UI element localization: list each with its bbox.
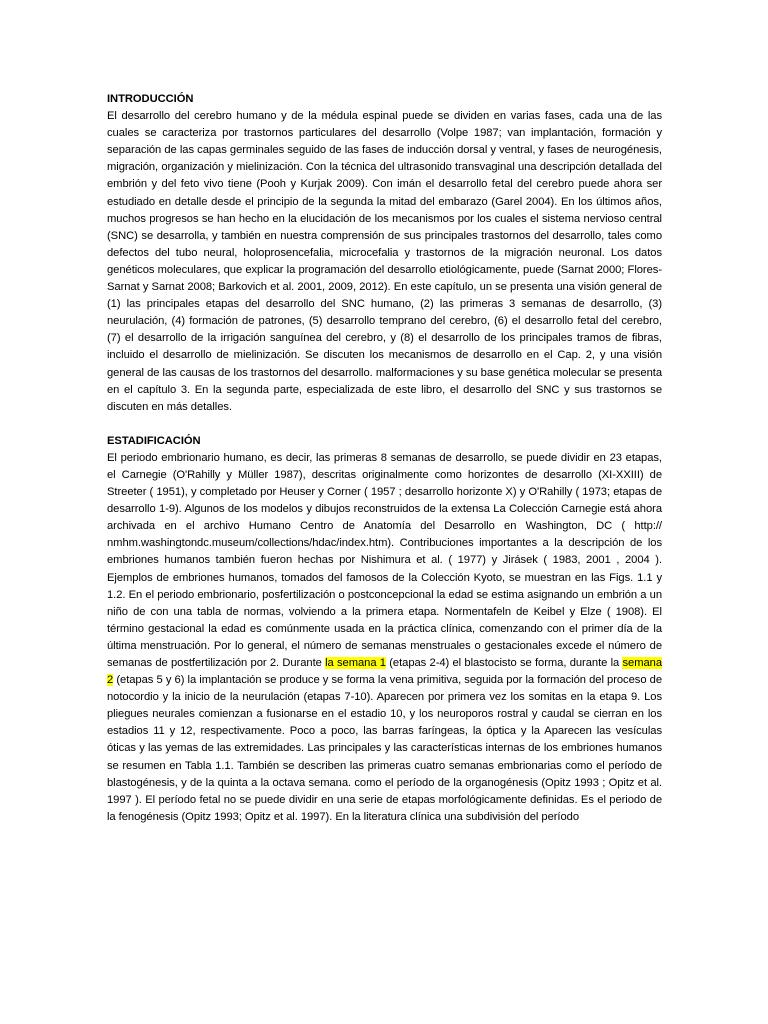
paragraph-estadificacion bbox=[107, 450, 662, 826]
text-run: El periodo embrionario humano, es decir, las primeras 8 semanas de desarrollo, se puede dividir en 23 etapas, el Carnegie (O'Rahilly y Müller 1987), descritas originalmente como horizontes de desarrollo (XI-XXIII) de Streeter ( 1951), y completado por Heuser y Corner ( 1957 ; desarrollo horizonte X) y O'Rahilly ( 1973; etapas de desarrollo 1-9). Algunos de los modelos y dibujos reconstruidos de la extensa La Colección Carnegie está ahora archivada en el archivo Humano Centro de Anatomía del Desarrollo en Washington, DC ( http:// nmhm.washingtondc.museum/collections/hdac/index.htm). Contribuciones importantes a la descripción de los embriones humanos también fueron hechas por Nishimura et al. ( 1977) y Jirásek ( 1983, 2001 , 2004 ). Ejemplos de embriones humanos, tomados del famosos de la Colección Kyoto, se muestran en las Figs. 1.1 y 1.2. En el periodo embrionario, posfertilización o postconcepcional la edad se estima asignando un embrión a un niño de con una tabla de normas, volviendo a la primera etapa. Normentafeln de Keibel y Elze ( 1908). El término gestacional la edad es comúnmente usada en la práctica clínica, comenzando con el primer día de la última menstruación. Por lo general, el número de semanas menstruales o gestacionales excede el número de semanas de postfertilización por 2. Durante bbox=[107, 451, 662, 669]
highlight-semana-1: la semana 1 bbox=[325, 657, 386, 669]
paragraph-gap bbox=[107, 416, 662, 433]
section-heading-introduccion: INTRODUCCIÓN bbox=[107, 93, 194, 105]
section-heading-estadificacion: ESTADIFICACIÓN bbox=[107, 434, 201, 447]
text-run: (etapas 2-4) el blastocisto se forma, durante la bbox=[385, 657, 623, 669]
text-run: (etapas 5 y 6) la implantación se produce y se forma la vena primitiva, seguida por la formación del proceso de notocordio y la inicio de la neurulación (etapas 7-10). Aparecen por primera vez los somitas en la etapa 9. Los pliegues neurales comienzan a fusionarse en el estadio 10, y los neuroporos rostral y caudal se cierran en los estadios 11 y 12, respectivamente. Poco a poco, las barras faríngeas, la óptica y la Aparecen las vesículas óticas y las yemas de las extremidades. Las principales y las características internas de los embriones humanos se resumen en Tabla 1.1. También se describen las primeras cuatro semanas embrionarias como el período de blastogénesis, y de la quinta a la octava semana. como el período de la organogénesis (Opitz 1993 ; Opitz et al. 1997 ). El período fetal no se puede dividir en una serie de etapas morfológicamente definidas. Es el periodo de la fenogénesis (Opitz 1993; Opitz et al. 1997). En la literatura clínica una subdivisión del período bbox=[107, 674, 662, 823]
highlight-semana-2: semana 2 bbox=[107, 657, 662, 687]
paragraph-introduccion: El desarrollo del cerebro humano y de la médula espinal puede se dividen en varias fases, cada una de las cuales se caracteriza por trastornos particulares del desarrollo (Volpe 1987; van implantación, formación y separación de las capas germinales seguido de las fases de inducción dorsal y ventral, y fases de neurogénesis, migración, organización y mielinización. Con la técnica del ultrasonido transvaginal una descripción detallada del embrión y del feto vivo tiene (Pooh y Kurjak 2009). Con imán el desarrollo fetal del cerebro puede ahora ser estudiado en detalle desde el principio de la segunda la mitad del embarazo (Garel 2004). En los últimos años, muchos progresos se han hecho en la elucidación de los mecanismos por los cuales el sistema nervioso central (SNC) se desarrolla, y también en nuestra comprensión de sus principales trastornos del desarrollo, tales como defectos del tubo neural, holoprosencefalia, microcefalia y trastornos de la migración neuronal. Los datos genéticos moleculares, que explicar la programación del desarrollo etiológicamente, puede (Sarnat 2000; Flores-Sarnat y Sarnat 2008; Barkovich et al. 2001, 2009, 2012). En este capítulo, un se presenta una visión general de (1) las principales etapas del desarrollo del SNC humano, (2) las primeras 3 semanas de desarrollo, (3) neurulación, (4) formación de patrones, (5) desarrollo temprano del cerebro, (6) el desarrollo fetal del cerebro, (7) el desarrollo de la irrigación sanguínea del cerebro, y (8) el desarrollo de los principales tramos de fibras, incluido el desarrollo de mielinización. Se discuten los mecanismos de desarrollo en el Cap. 2, y una visión general de las causas de los trastornos del desarrollo. malformaciones y su base genética molecular se presenta en el capítulo 3. En la segunda parte, especializada de este libro, el desarrollo del SNC y sus trastornos se discuten en más detalles. bbox=[107, 110, 662, 413]
document-page bbox=[107, 91, 662, 826]
